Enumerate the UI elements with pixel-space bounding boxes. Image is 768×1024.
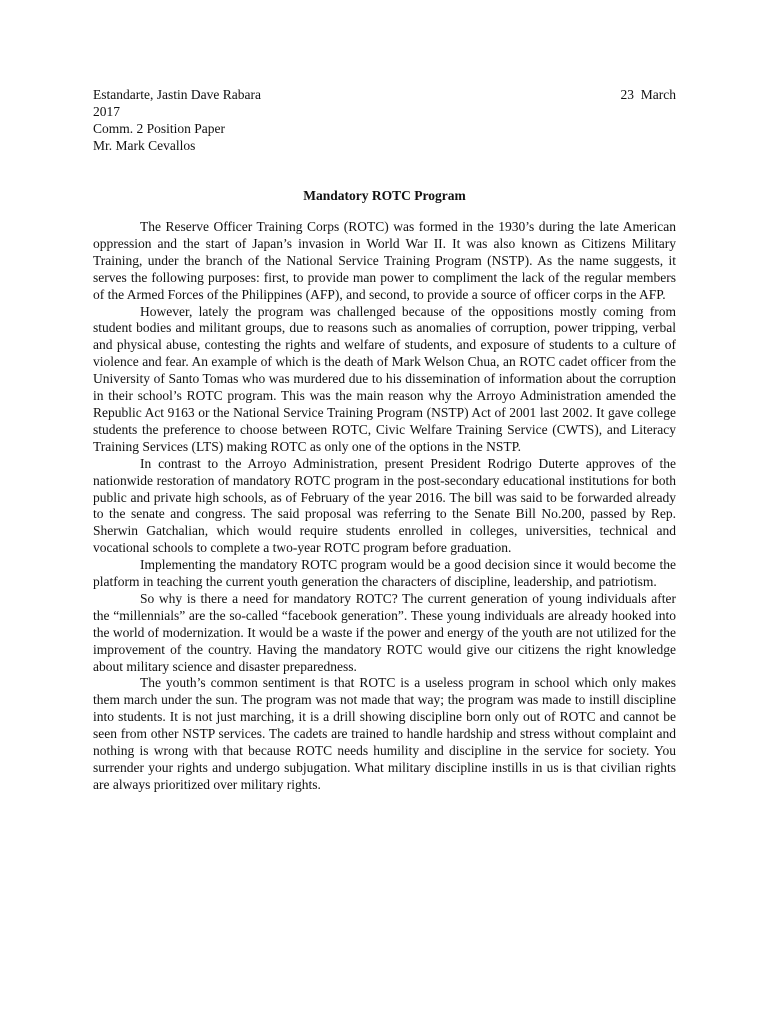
author-name: Estandarte, Jastin Dave Rabara bbox=[93, 87, 261, 102]
course-name: Comm. 2 Position Paper bbox=[93, 120, 226, 136]
date-day-month: 23 March bbox=[620, 87, 676, 102]
paragraph: However, lately the program was challenged because of the oppositions mostly coming from student bodies and militant groups, due to reasons such as anomalies of corruption, power tripping, verbal and physical abuse, contesting the rights and welfare of students, and exposure of students to a culture of violence and fear. An example of which is the death of Mark Welson Chua, an ROTC cadet officer from the University of Santo Tomas who was murdered due to his dissemination of information about the corruption in their school’s ROTC program. This was the main reason why the Arroyo Administration amended the Republic Act 9163 or the National Service Training Program (NSTP) Act of 2001 last 2002. It gave college students the preference to choose between ROTC, Civic Welfare Training Service (CWTS), and Literacy Training Services (LTS) making ROTC as only one of the options in the NSTP. bbox=[93, 303, 676, 454]
header-first-row bbox=[93, 87, 676, 104]
instructor-name: Mr. Mark Cevallos bbox=[93, 137, 196, 153]
paragraph: Implementing the mandatory ROTC program would be a good decision since it would become the platform in teaching the current youth generation the characters of discipline, leadership, and patriotism. bbox=[93, 557, 676, 590]
paragraph: So why is there a need for mandatory ROTC? The current generation of young individuals after the “millennials” are the so-called “facebook generation”. These young individuals are already hooked into the world of modernization. It would be a waste if the power and energy of the youth are not utilized for the improvement of the country. Having the mandatory ROTC would give our citizens the right knowledge about military science and disaster preparedness. bbox=[93, 590, 676, 674]
paragraph: The Reserve Officer Training Corps (ROTC) was formed in the 1930’s during the late American oppression and the start of Japan’s invasion in World War II. It was also known as Citizens Military Training, under the branch of the National Service Training Program (NSTP). As the name suggests, it serves the following purposes: first, to provide man power to compliment the lack of the regular members of the Armed Forces of the Philippines (AFP), and second, to provide a source of officer corps in the AFP. bbox=[93, 219, 676, 302]
date-year: 2017 bbox=[93, 103, 120, 119]
document-header bbox=[93, 87, 676, 155]
document-body bbox=[93, 219, 676, 794]
document-title: Mandatory ROTC Program bbox=[303, 188, 466, 203]
paragraph: In contrast to the Arroyo Administration, present President Rodrigo Duterte approves of the nationwide restoration of mandatory ROTC program in the post-secondary educational institutions for both public and private high schools, as of February of the year 2016. The bill was said to be forwarded already to the senate and congress. The said proposal was referring to the Senate Bill No.200, passed by Rep. Sherwin Gatchalian, which would require students enrolled in colleges, universities, technical and vocational schools to complete a two-year ROTC program before graduation. bbox=[93, 455, 676, 556]
paragraph: The youth’s common sentiment is that ROTC is a useless program in school which only makes them march under the sun. The program was not made that way; the program was made to instill discipline into students. It is not just marching, it is a drill showing discipline born only out of ROTC and cannot be seen from other NSTP services. The cadets are trained to handle hardship and stress without complaint and nothing is wrong with that because ROTC needs humility and discipline in the service for society. You surrender your rights and undergo subjugation. What military discipline instills in us is that civilian rights are always prioritized over military rights. bbox=[93, 675, 676, 792]
